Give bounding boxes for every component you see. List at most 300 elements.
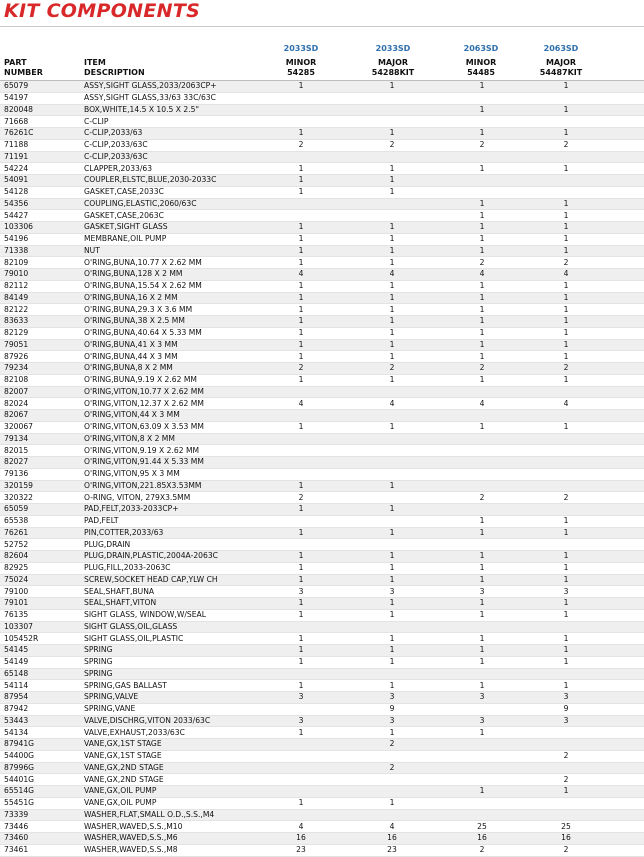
part-number-cell: 82604	[0, 551, 84, 563]
spacer-cell	[606, 668, 644, 680]
spacer-cell	[606, 844, 644, 856]
part-number-cell: 83633	[0, 316, 84, 328]
part-number-cell: 87941G	[0, 739, 84, 751]
part-number-cell: 76261	[0, 527, 84, 539]
description-cell: O'RING,BUNA,44 X 3 MM	[84, 351, 256, 363]
kit-2-qty-cell: 1	[346, 175, 438, 187]
description-cell: O'RING,VITON,10.77 X 2.62 MM	[84, 386, 256, 398]
kit-3-qty-cell: 2	[438, 139, 526, 151]
table-row	[0, 316, 644, 328]
kit-4-qty-cell: 1	[526, 574, 606, 586]
spacer-cell	[606, 786, 644, 798]
spacer-cell	[606, 797, 644, 809]
spacer-cell	[606, 633, 644, 645]
kit-3-qty-cell: 1	[438, 128, 526, 140]
spacer-cell	[606, 445, 644, 457]
table-row	[0, 445, 644, 457]
kit-2-qty-cell	[346, 539, 438, 551]
kit-4-qty-cell: 1	[526, 351, 606, 363]
spacer-cell	[606, 81, 644, 92]
part-number-cell: 52752	[0, 539, 84, 551]
spacer-cell	[606, 515, 644, 527]
table-row	[0, 762, 644, 774]
kit-2-qty-cell: 9	[346, 703, 438, 715]
table-row	[0, 433, 644, 445]
kit-2-qty-cell: 1	[346, 727, 438, 739]
kit-4-qty-cell: 1	[526, 316, 606, 328]
kit-3-qty-cell: 1	[438, 680, 526, 692]
description-cell: PLUG,FILL,2033-2063C	[84, 562, 256, 574]
spacer-cell	[606, 304, 644, 316]
table-row	[0, 363, 644, 375]
spacer-cell	[606, 504, 644, 516]
table-row	[0, 645, 644, 657]
part-number-cell: 54196	[0, 233, 84, 245]
description-cell: GASKET,CASE,2033C	[84, 186, 256, 198]
kit-1-header: MINOR 54285	[285, 58, 317, 77]
description-cell: BOX,WHITE,14.5 X 10.5 X 2.5"	[84, 104, 256, 116]
kit-4-qty-cell	[526, 116, 606, 128]
table-row	[0, 186, 644, 198]
spacer-cell	[606, 292, 644, 304]
part-number-cell: 73446	[0, 821, 84, 833]
part-number-cell: 103306	[0, 222, 84, 234]
description-cell: PLUG,DRAIN	[84, 539, 256, 551]
part-number-cell: 82027	[0, 457, 84, 469]
kit-3-qty-cell	[438, 739, 526, 751]
kit-2-qty-cell	[346, 457, 438, 469]
table-row	[0, 492, 644, 504]
part-number-cell: 54128	[0, 186, 84, 198]
table-row	[0, 656, 644, 668]
kit-2-qty-cell: 1	[346, 797, 438, 809]
kit-3-model: 2063SD	[463, 44, 499, 53]
kit-4-qty-cell: 3	[526, 692, 606, 704]
kit-2-qty-cell	[346, 151, 438, 163]
spacer-cell	[606, 562, 644, 574]
kit-3-qty-cell: 1	[438, 292, 526, 304]
kit-3-qty-cell	[438, 445, 526, 457]
spacer-cell	[606, 186, 644, 198]
part-number-cell: 79134	[0, 433, 84, 445]
part-number-cell: 79136	[0, 468, 84, 480]
description-cell: MEMBRANE,OIL PUMP	[84, 233, 256, 245]
kit-4-qty-cell	[526, 762, 606, 774]
kit-1-qty-cell: 1	[256, 292, 346, 304]
kit-1-qty-cell: 1	[256, 339, 346, 351]
kit-3-qty-cell: 1	[438, 609, 526, 621]
kit-4-qty-cell	[526, 668, 606, 680]
kit-1-qty-cell: 1	[256, 598, 346, 610]
kit-4-qty-cell: 1	[526, 551, 606, 563]
table-row	[0, 351, 644, 363]
description-cell: O'RING,BUNA,29.3 X 3.6 MM	[84, 304, 256, 316]
kit-2-qty-cell: 1	[346, 680, 438, 692]
table-row	[0, 374, 644, 386]
kit-3-qty-cell: 1	[438, 645, 526, 657]
part-number-cell: 54356	[0, 198, 84, 210]
kit-3-qty-cell: 1	[438, 304, 526, 316]
kit-1-qty-cell	[256, 750, 346, 762]
kit-2-qty-cell: 1	[346, 81, 438, 92]
kit-4-qty-cell: 1	[526, 374, 606, 386]
description-cell: O'RING,BUNA,128 X 2 MM	[84, 269, 256, 281]
kit-2-qty-cell: 1	[346, 574, 438, 586]
part-number-cell: 84149	[0, 292, 84, 304]
kit-1-qty-cell: 1	[256, 186, 346, 198]
kit-3-qty-cell: 1	[438, 233, 526, 245]
spacer-cell	[606, 280, 644, 292]
kit-2-qty-cell	[346, 104, 438, 116]
kit-4-qty-cell: 2	[526, 139, 606, 151]
table-row	[0, 527, 644, 539]
spacer-cell	[606, 327, 644, 339]
description-cell: SIGHT GLASS,OIL,GLASS	[84, 621, 256, 633]
description-cell: VALVE,EXHAUST,2033/63C	[84, 727, 256, 739]
kit-3-qty-cell	[438, 175, 526, 187]
table-row	[0, 821, 644, 833]
description-cell: O'RING,BUNA,15.54 X 2.62 MM	[84, 280, 256, 292]
table-row	[0, 410, 644, 422]
kit-2-qty-cell	[346, 750, 438, 762]
kit-4-model: 2063SD	[543, 44, 579, 53]
part-number-cell: 82015	[0, 445, 84, 457]
kit-3-qty-cell: 1	[438, 656, 526, 668]
spacer-cell	[606, 739, 644, 751]
kit-1-qty-cell	[256, 468, 346, 480]
part-number-cell: 79010	[0, 269, 84, 281]
kit-1-qty-cell: 4	[256, 398, 346, 410]
kit-1-qty-cell: 1	[256, 327, 346, 339]
kit-1-qty-cell	[256, 198, 346, 210]
spacer-cell	[606, 245, 644, 257]
kit-3-qty-cell: 1	[438, 351, 526, 363]
kit-1-model: 2033SD	[283, 44, 319, 53]
part-number-cell: 73339	[0, 809, 84, 821]
kit-2-qty-cell: 2	[346, 363, 438, 375]
description-cell: SPRING	[84, 645, 256, 657]
kit-4-qty-cell	[526, 457, 606, 469]
kit-4-qty-cell	[526, 186, 606, 198]
kit-3-qty-cell	[438, 186, 526, 198]
kit-1-qty-cell: 1	[256, 175, 346, 187]
part-number-cell: 54197	[0, 92, 84, 104]
kit-4-qty-cell: 1	[526, 198, 606, 210]
table-row	[0, 233, 644, 245]
kit-3-qty-cell: 1	[438, 210, 526, 222]
kit-1-qty-cell: 1	[256, 374, 346, 386]
part-number-cell: 54400G	[0, 750, 84, 762]
kit-2-qty-cell: 1	[346, 480, 438, 492]
kit-2-qty-cell: 16	[346, 833, 438, 845]
kit-3-qty-cell: 1	[438, 421, 526, 433]
spacer-cell	[606, 715, 644, 727]
part-number-cell: 76261C	[0, 128, 84, 140]
part-number-cell: 53443	[0, 715, 84, 727]
kit-1-qty-cell: 2	[256, 139, 346, 151]
kit-1-qty-cell: 1	[256, 633, 346, 645]
description-cell: VANE,GX,1ST STAGE	[84, 750, 256, 762]
kit-1-qty-cell: 1	[256, 81, 346, 92]
description-cell: O'RING,VITON,221.85X3.53MM	[84, 480, 256, 492]
kit-3-qty-cell	[438, 116, 526, 128]
table-row	[0, 504, 644, 516]
spacer-cell	[606, 692, 644, 704]
kit-4-qty-cell: 25	[526, 821, 606, 833]
kit-2-qty-cell: 1	[346, 245, 438, 257]
part-number-cell: 54224	[0, 163, 84, 175]
kit-4-qty-cell: 1	[526, 339, 606, 351]
table-row	[0, 621, 644, 633]
kit-1-qty-cell: 1	[256, 316, 346, 328]
description-cell: O-RING, VITON, 279X3.5MM	[84, 492, 256, 504]
kit-1-qty-cell: 4	[256, 269, 346, 281]
kit-2-qty-cell: 1	[346, 645, 438, 657]
table-row	[0, 539, 644, 551]
table-row	[0, 739, 644, 751]
part-number-cell: 79101	[0, 598, 84, 610]
description-cell: C-CLIP,2033/63	[84, 128, 256, 140]
table-row	[0, 598, 644, 610]
part-number-cell: 103307	[0, 621, 84, 633]
table-row	[0, 680, 644, 692]
kit-3-qty-cell	[438, 774, 526, 786]
part-number-cell: 87954	[0, 692, 84, 704]
description-cell: O'RING,VITON,91.44 X 5.33 MM	[84, 457, 256, 469]
kit-1-qty-cell	[256, 386, 346, 398]
kit-1-qty-cell: 1	[256, 351, 346, 363]
kit-2-qty-cell: 1	[346, 280, 438, 292]
kit-1-qty-cell: 1	[256, 163, 346, 175]
description-cell: O'RING,VITON,9.19 X 2.62 MM	[84, 445, 256, 457]
table-row	[0, 480, 644, 492]
kit-1-qty-cell	[256, 210, 346, 222]
kit-2-qty-cell: 23	[346, 844, 438, 856]
kit-3-qty-cell	[438, 457, 526, 469]
kit-2-qty-cell: 1	[346, 222, 438, 234]
description-cell: O'RING,BUNA,38 X 2.5 MM	[84, 316, 256, 328]
kit-4-qty-cell: 16	[526, 833, 606, 845]
table-row	[0, 245, 644, 257]
kit-1-qty-cell: 1	[256, 304, 346, 316]
part-number-cell: 73460	[0, 833, 84, 845]
spacer-cell	[606, 104, 644, 116]
part-number-cell: 82112	[0, 280, 84, 292]
kit-3-qty-cell: 1	[438, 198, 526, 210]
table-row	[0, 304, 644, 316]
kit-4-qty-cell	[526, 386, 606, 398]
part-number-cell: 65514G	[0, 786, 84, 798]
spacer-cell	[606, 574, 644, 586]
table-row	[0, 633, 644, 645]
description-cell: SEAL,SHAFT,VITON	[84, 598, 256, 610]
spacer-cell	[606, 774, 644, 786]
kit-3-qty-cell	[438, 750, 526, 762]
table-row	[0, 457, 644, 469]
kit-3-qty-cell: 2	[438, 257, 526, 269]
kit-3-qty-cell	[438, 504, 526, 516]
kit-4-qty-cell: 1	[526, 233, 606, 245]
description-cell: SPRING	[84, 668, 256, 680]
part-number-cell: 105452R	[0, 633, 84, 645]
description-cell: PAD,FELT,2033-2033CP+	[84, 504, 256, 516]
kit-4-qty-cell	[526, 433, 606, 445]
kit-3-qty-cell: 1	[438, 374, 526, 386]
table-row	[0, 562, 644, 574]
table-row	[0, 421, 644, 433]
table-row	[0, 104, 644, 116]
part-number-cell: 71188	[0, 139, 84, 151]
part-number-cell: 87926	[0, 351, 84, 363]
kit-4-qty-cell: 1	[526, 292, 606, 304]
kit-2-qty-cell: 1	[346, 292, 438, 304]
spacer-cell	[606, 339, 644, 351]
kit-4-qty-cell: 1	[526, 280, 606, 292]
description-cell: WASHER,FLAT,SMALL O.D.,S.S.,M4	[84, 809, 256, 821]
kit-2-qty-cell: 1	[346, 504, 438, 516]
spacer-cell	[606, 410, 644, 422]
spacer-cell	[606, 621, 644, 633]
spacer-cell	[606, 680, 644, 692]
description-cell: O'RING,BUNA,10.77 X 2.62 MM	[84, 257, 256, 269]
kit-4-qty-cell: 2	[526, 257, 606, 269]
kit-4-qty-cell	[526, 151, 606, 163]
kit-3-qty-cell: 1	[438, 163, 526, 175]
kit-3-qty-cell	[438, 386, 526, 398]
kit-4-qty-cell	[526, 621, 606, 633]
description-cell: O'RING,VITON,12.37 X 2.62 MM	[84, 398, 256, 410]
spacer-cell	[606, 598, 644, 610]
kit-3-qty-cell: 1	[438, 222, 526, 234]
part-number-cell: 65059	[0, 504, 84, 516]
spacer-cell	[606, 316, 644, 328]
description-cell: C-CLIP	[84, 116, 256, 128]
kit-1-qty-cell: 1	[256, 680, 346, 692]
table-row	[0, 257, 644, 269]
kit-1-qty-cell: 1	[256, 280, 346, 292]
kit-1-qty-cell: 3	[256, 692, 346, 704]
spacer-cell	[606, 421, 644, 433]
kit-1-qty-cell: 1	[256, 421, 346, 433]
kit-1-qty-cell	[256, 774, 346, 786]
table-row	[0, 163, 644, 175]
spacer-cell	[606, 386, 644, 398]
part-number-cell: 320322	[0, 492, 84, 504]
kit-1-qty-cell	[256, 515, 346, 527]
kit-3-qty-cell	[438, 668, 526, 680]
part-number-cell: 82122	[0, 304, 84, 316]
kit-3-qty-cell: 3	[438, 586, 526, 598]
table-row	[0, 797, 644, 809]
kit-4-qty-cell: 3	[526, 715, 606, 727]
description-cell: SPRING,VALVE	[84, 692, 256, 704]
table-row	[0, 586, 644, 598]
kit-1-qty-cell	[256, 151, 346, 163]
kit-4-qty-cell	[526, 539, 606, 551]
spacer-cell	[606, 821, 644, 833]
spacer-cell	[606, 609, 644, 621]
table-row	[0, 551, 644, 563]
kit-2-qty-cell: 1	[346, 374, 438, 386]
spacer-cell	[606, 151, 644, 163]
description-cell: PAD,FELT	[84, 515, 256, 527]
kit-1-qty-cell: 23	[256, 844, 346, 856]
table-header	[0, 44, 644, 80]
description-cell: CLAPPER,2033/63	[84, 163, 256, 175]
kit-3-qty-cell: 2	[438, 844, 526, 856]
kit-4-qty-cell: 2	[526, 363, 606, 375]
part-number-cell: 320067	[0, 421, 84, 433]
description-cell: O'RING,VITON,8 X 2 MM	[84, 433, 256, 445]
table-row	[0, 175, 644, 187]
kit-4-qty-cell	[526, 809, 606, 821]
description-cell: ASSY,SIGHT GLASS,2033/2063CP+	[84, 81, 256, 92]
kit-3-qty-cell: 25	[438, 821, 526, 833]
kit-2-qty-cell: 1	[346, 128, 438, 140]
spacer-cell	[606, 480, 644, 492]
kit-2-qty-cell: 1	[346, 351, 438, 363]
kit-3-qty-cell: 2	[438, 492, 526, 504]
kit-2-qty-cell	[346, 386, 438, 398]
kit-3-qty-cell: 1	[438, 633, 526, 645]
kit-3-qty-cell: 4	[438, 398, 526, 410]
part-number-cell: 54401G	[0, 774, 84, 786]
kit-2-qty-cell: 1	[346, 551, 438, 563]
part-number-cell: 87942	[0, 703, 84, 715]
kit-1-qty-cell	[256, 433, 346, 445]
kit-2-qty-cell: 3	[346, 715, 438, 727]
kit-3-qty-cell	[438, 410, 526, 422]
kit-3-qty-cell: 1	[438, 104, 526, 116]
kit-2-qty-cell: 2	[346, 739, 438, 751]
kit-4-qty-cell: 1	[526, 128, 606, 140]
spacer-cell	[606, 222, 644, 234]
kit-3-qty-cell	[438, 433, 526, 445]
kit-1-qty-cell	[256, 621, 346, 633]
kit-2-qty-cell	[346, 515, 438, 527]
part-number-header: PART NUMBER	[4, 58, 43, 77]
kit-4-qty-cell	[526, 727, 606, 739]
kit-4-qty-cell	[526, 175, 606, 187]
description-cell: WASHER,WAVED,S.S.,M10	[84, 821, 256, 833]
description-cell: C-CLIP,2033/63C	[84, 151, 256, 163]
part-number-cell: 54149	[0, 656, 84, 668]
kit-2-qty-cell	[346, 621, 438, 633]
description-cell: WASHER,WAVED,S.S.,M8	[84, 844, 256, 856]
kit-2-qty-cell: 3	[346, 586, 438, 598]
kit-3-qty-cell	[438, 621, 526, 633]
part-number-cell: 54427	[0, 210, 84, 222]
kit-2-header: MAJOR 54288KIT	[371, 58, 415, 77]
kit-2-qty-cell	[346, 198, 438, 210]
description-cell: O'RING,BUNA,16 X 2 MM	[84, 292, 256, 304]
spacer-cell	[606, 468, 644, 480]
spacer-cell	[606, 727, 644, 739]
kit-1-qty-cell: 4	[256, 821, 346, 833]
kit-1-qty-cell: 1	[256, 727, 346, 739]
spacer-cell	[606, 656, 644, 668]
spacer-cell	[606, 175, 644, 187]
table-row	[0, 515, 644, 527]
kit-2-qty-cell	[346, 774, 438, 786]
kit-2-qty-cell: 3	[346, 692, 438, 704]
kit-3-qty-cell: 4	[438, 269, 526, 281]
kit-3-qty-cell	[438, 92, 526, 104]
table-row	[0, 280, 644, 292]
kit-3-qty-cell: 1	[438, 786, 526, 798]
spacer-cell	[606, 233, 644, 245]
kit-4-qty-cell: 9	[526, 703, 606, 715]
